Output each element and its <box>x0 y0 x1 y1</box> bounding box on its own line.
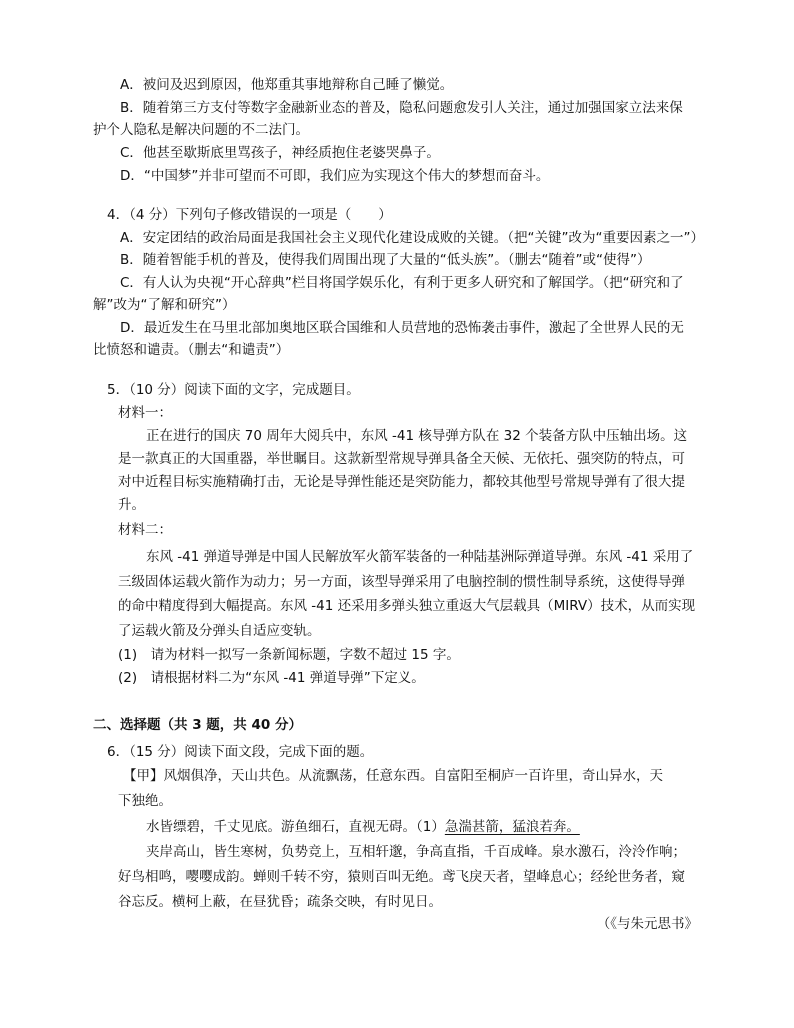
q6-passage-p3-line1: 夹岸高山，皆生寒树，负势竞上，互相轩邈，争高直指，千百成峰。泉水激石，泠泠作响； <box>146 844 686 860</box>
q5-material1-line1: 正在进行的国庆 70 周年大阅兵中，东风 -41 核导弹方队在 32 个装备方队中压轴出场。这 <box>146 428 688 444</box>
q4-option-d-line1: D．最近发生在马里北部加奥地区联合国维和人员营地的恐怖袭击事件，激起了全世界人民的无 <box>120 320 684 336</box>
section-2-heading: 二、选择题（共 3 题，共 40 分） <box>93 717 302 733</box>
q4-option-c-line1: C．有人认为央视“开心辞典”栏目将国学娱乐化，有利于更多人研究和了解国学。（把“研究和了 <box>120 275 684 291</box>
q6-stem: 6．（15 分）阅读下面文段，完成下面的题。 <box>107 744 374 760</box>
q6-passage-p2 <box>146 817 580 837</box>
q5-material2-line4: 了运载火箭及分弹头自适应变轨。 <box>118 623 321 639</box>
q4-stem: 4．（4 分）下列句子修改错误的一项是（ ） <box>107 207 392 223</box>
q4-option-b: B．随着智能手机的普及，使得我们周围出现了大量的“低头族”。（删去“随着”或“使得”） <box>120 252 651 268</box>
q6-passage-p2-text: 水皆缥碧，千丈见底。游鱼细石，直视无碍。（1） <box>146 819 445 835</box>
q5-material2-line1: 东风 -41 弹道导弹是中国人民解放军火箭军装备的一种陆基洲际弹道导弹。东风 -41 采用了 <box>146 549 694 565</box>
q5-stem: 5．（10 分）阅读下面的文字，完成题目。 <box>107 382 360 398</box>
q5-material2-label: 材料二： <box>118 522 172 538</box>
q5-material1-line4: 升。 <box>118 497 145 513</box>
q6-passage-p3-line2: 好鸟相鸣，嘤嘤成韵。蝉则千转不穷，猿则百叫无绝。鸢飞戾天者，望峰息心；经纶世务者，窥 <box>118 869 685 885</box>
q5-material2-line3: 的命中精度得到大幅提高。东风 -41 还采用多弹头独立重返大气层载具（MIRV）技术，从而实现 <box>118 598 696 614</box>
q5-material1-label: 材料一： <box>118 405 172 421</box>
q4-option-d-line2: 比愤怒和谴责。（删去“和谴责”） <box>93 342 290 358</box>
q4-option-c-line2: 解”改为“了解和研究”） <box>93 297 236 313</box>
q5-material1-line3: 对中近程目标实施精确打击，无论是导弹性能还是突防能力，都较其他型号常规导弹有了很大提 <box>118 474 685 490</box>
q3-option-b-line1: B．随着第三方支付等数字金融新业态的普及，隐私问题愈发引人关注，通过加强国家立法来保 <box>120 100 683 116</box>
q6-passage-p1-line1: 【甲】风烟俱净，天山共色。从流飘荡，任意东西。自富阳至桐庐一百许里，奇山异水，天 <box>123 768 663 784</box>
q3-option-d: D．“中国梦”并非可望而不可即，我们应为实现这个伟大的梦想而奋斗。 <box>120 168 550 184</box>
q5-subquestion-1: (1) 请为材料一拟写一条新闻标题，字数不超过 15 字。 <box>118 647 460 663</box>
q6-underlined-sentence: 急湍甚箭，猛浪若奔。 <box>444 819 580 835</box>
q4-option-a: A．安定团结的政治局面是我国社会主义现代化建设成败的关键。（把“关键”改为“重要因素之一”） <box>120 230 704 246</box>
q5-material1-line2: 是一款真正的大国重器，举世瞩目。这款新型常规导弹具备全天候、无依托、强突防的特点，可 <box>118 451 685 467</box>
q6-passage-p1-line2: 下独绝。 <box>118 793 172 809</box>
q3-option-c: C．他甚至歇斯底里骂孩子，神经质抱住老婆哭鼻子。 <box>120 145 440 161</box>
q3-option-b-line2: 护个人隐私是解决问题的不二法门。 <box>93 122 309 138</box>
q6-passage-p3-line3: 谷忘反。横柯上蔽，在昼犹昏；疏条交映，有时见日。 <box>118 894 442 910</box>
q5-material2-line2: 三级固体运载火箭作为动力；另一方面，该型导弹采用了电脑控制的惯性制导系统，这使得导弹 <box>118 574 685 590</box>
q5-subquestion-2: (2) 请根据材料二为“东风 -41 弹道导弹”下定义。 <box>118 670 425 686</box>
q3-option-a: A．被问及迟到原因，他郑重其事地辩称自己睡了懒觉。 <box>120 77 454 93</box>
q6-source-citation: （《与朱元思书》 <box>596 916 698 932</box>
